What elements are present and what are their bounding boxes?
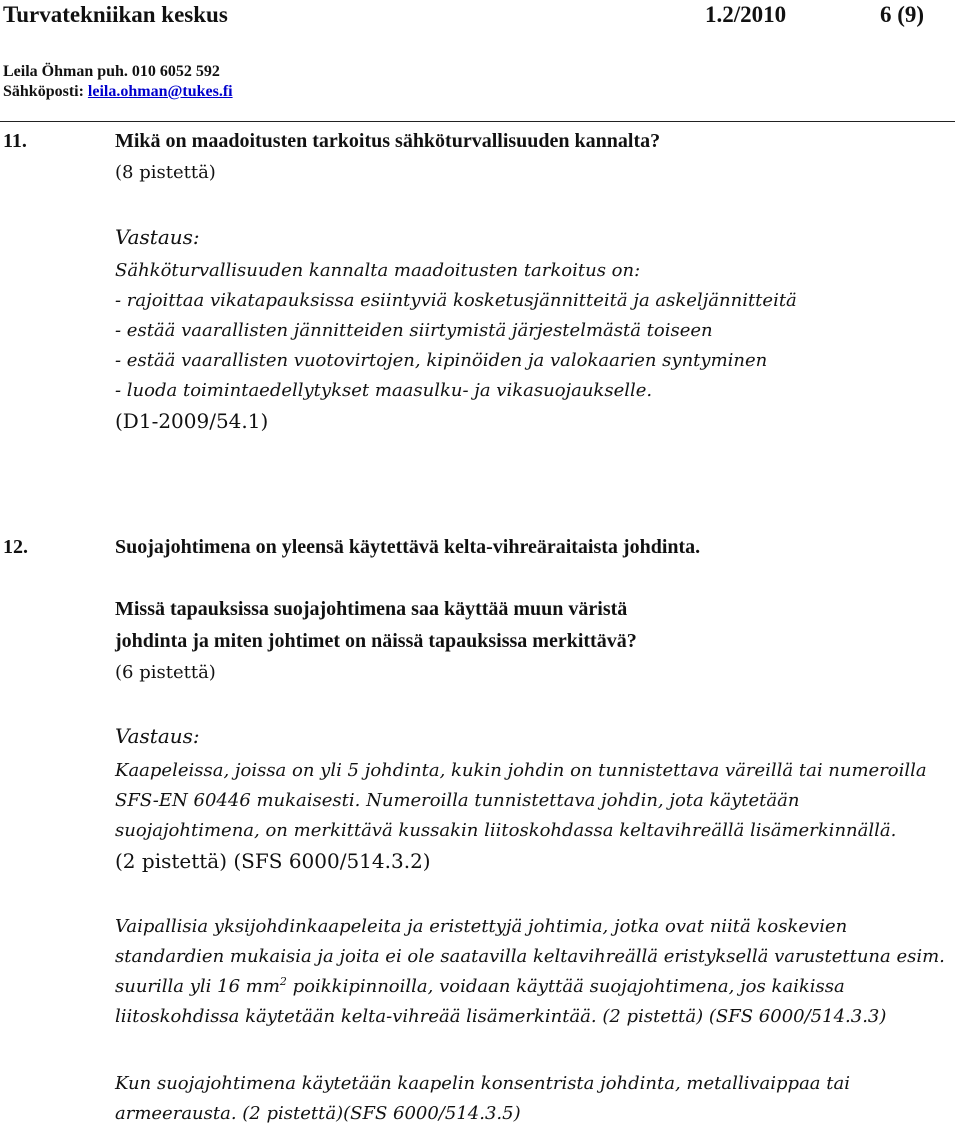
page-number: 6 (9) — [880, 2, 925, 27]
answer-11-line: - luoda toimintaedellytykset maasulku- ja vikasuojaukselle. — [115, 380, 653, 401]
answer-11-line: Sähköturvallisuuden kannalta maadoitusten tarkoitus on: — [115, 260, 641, 281]
question-11-text: Mikä on maadoitusten tarkoitus sähköturvallisuuden kannalta? — [115, 130, 661, 152]
question-12-points: (6 pistettä) — [115, 662, 216, 683]
answer-12-p1-line: suojajohtimena, on merkittävä kussakin liitoskohdassa keltavihreällä lisämerkinnällä. — [115, 820, 897, 841]
answer-12-p1-line: Kaapeleissa, joissa on yli 5 johdinta, kukin johdin on tunnistettava väreillä tai numeroilla — [115, 760, 927, 781]
answer-11-line: - rajoittaa vikatapauksissa esiintyviä kosketusjännitteitä ja askeljännitteitä — [115, 290, 797, 311]
question-12-text-line2: Missä tapauksissa suojajohtimena saa käyttää muun väristä — [115, 598, 628, 620]
answer-12-p1-line: SFS-EN 60446 mukaisesti. Numeroilla tunnistettava johdin, jota käytetään — [115, 790, 800, 811]
organization-name: Turvatekniikan keskus — [3, 2, 228, 27]
answer-11-label: Vastaus: — [115, 225, 200, 249]
question-11-number: 11. — [3, 130, 27, 152]
answer-12-p1-reference: (2 pistettä) (SFS 6000/514.3.2) — [115, 849, 431, 873]
question-12-number: 12. — [3, 536, 28, 558]
question-11-points: (8 pistettä) — [115, 162, 216, 183]
answer-12-p2-line: liitoskohdissa käytetään kelta-vihreää lisämerkintää. (2 pistettä) (SFS 6000/514.3.3) — [115, 1006, 887, 1027]
answer-11-reference: (D1-2009/54.1) — [115, 409, 269, 433]
question-12-text-line3: johdinta ja miten johtimet on näissä tapauksissa merkittävä? — [115, 630, 637, 652]
answer-12-paragraph-3 — [115, 1069, 850, 1129]
answer-12-p3-line: armeerausta. (2 pistettä)(SFS 6000/514.3.5) — [115, 1103, 521, 1124]
question-12-text-line1: Suojajohtimena on yleensä käytettävä kelta-vihreäraitaista johdinta. — [115, 536, 701, 558]
answer-12-p2-line-with-superscript — [115, 972, 945, 1002]
answer-12-p2-text: poikkipinnoilla, voidaan käyttää suojajohtimena, jos kaikissa — [286, 976, 845, 997]
answer-12-label: Vastaus: — [115, 724, 200, 748]
superscript-2: 2 — [279, 975, 287, 988]
header-divider — [0, 121, 955, 122]
answer-12-paragraph-2 — [115, 912, 945, 1032]
contact-name: Leila Öhman puh. 010 6052 592 — [3, 63, 220, 80]
answer-12-p3-line: Kun suojajohtimena käytetään kaapelin konsentrista johdinta, metallivaippaa tai — [115, 1073, 850, 1094]
answer-12-p2-line: Vaipallisia yksijohdinkaapeleita ja eristettyjä johtimia, jotka ovat niitä koskevien — [115, 916, 848, 937]
answer-12-p2-line: standardien mukaisia ja joita ei ole saatavilla keltavihreällä eristyksellä varustettuna esim. — [115, 946, 945, 967]
answer-11-body — [115, 256, 797, 436]
answer-12-p2-text: suurilla yli 16 mm — [115, 976, 280, 997]
document-date: 1.2/2010 — [705, 2, 787, 27]
answer-11-line: - estää vaarallisten jännitteiden siirtymistä järjestelmästä toiseen — [115, 320, 713, 341]
answer-12-paragraph-1 — [115, 756, 927, 876]
contact-email-line — [3, 83, 233, 101]
contact-email-label: Sähköposti: — [3, 83, 88, 100]
contact-email-link[interactable]: leila.ohman@tukes.fi — [87, 83, 233, 100]
answer-11-line: - estää vaarallisten vuotovirtojen, kipinöiden ja valokaarien syntyminen — [115, 350, 768, 371]
